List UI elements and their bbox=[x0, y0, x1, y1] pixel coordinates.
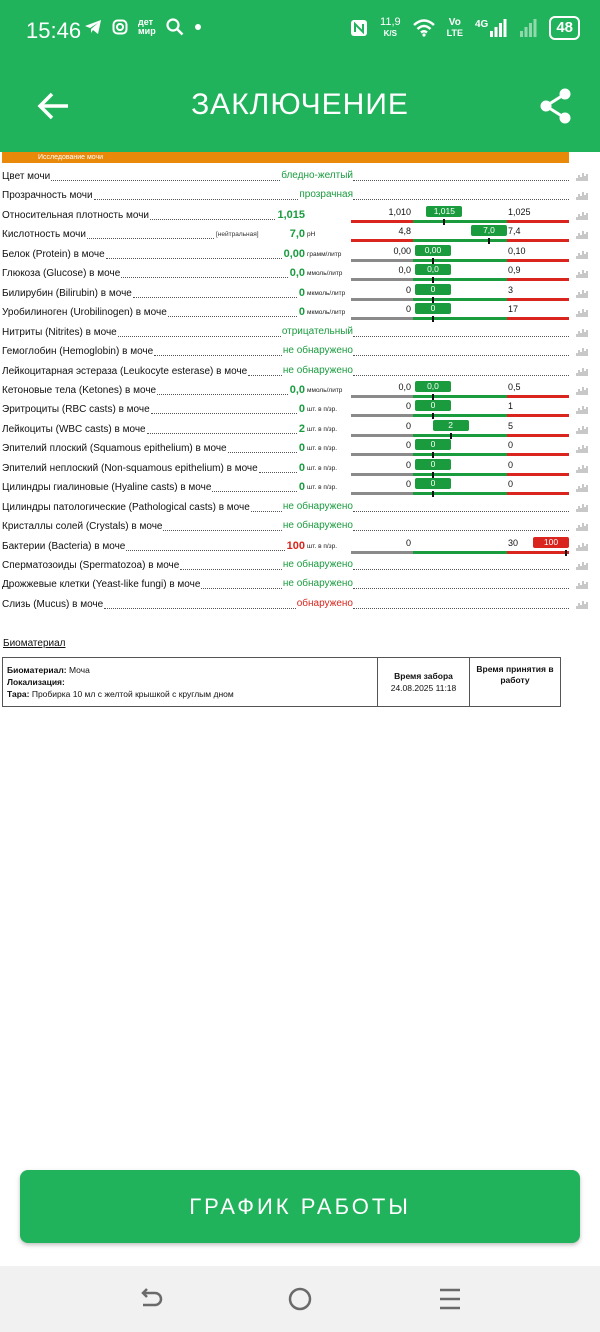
result-row bbox=[0, 323, 600, 342]
result-row bbox=[0, 400, 600, 419]
history-chart-icon[interactable] bbox=[576, 406, 588, 414]
reference-scale bbox=[351, 478, 569, 497]
scale-high-label: 1,025 bbox=[508, 206, 531, 217]
signal-4g: 4G bbox=[475, 19, 507, 37]
scale-value-marker: 0,00 bbox=[415, 245, 451, 256]
result-row bbox=[0, 245, 600, 264]
status-time: 15:46 bbox=[26, 18, 82, 43]
scale-low-label: 0 bbox=[405, 401, 411, 412]
biomaterial-table bbox=[2, 657, 561, 707]
scale-high-zone bbox=[507, 434, 569, 437]
leader-dots bbox=[180, 569, 282, 570]
result-name: Гемоглобин (Hemoglobin) в моче bbox=[2, 346, 154, 358]
result-value: бледно-желтый bbox=[281, 170, 353, 181]
result-name: Лейкоциты (WBC casts) в моче bbox=[2, 423, 146, 435]
history-chart-icon[interactable] bbox=[576, 348, 588, 356]
result-value: 100 bbox=[286, 539, 305, 552]
result-value: 2 bbox=[298, 422, 305, 435]
result-value: 1,015 bbox=[277, 208, 305, 221]
scale-value-tick bbox=[432, 316, 434, 322]
reference-scale bbox=[351, 264, 569, 283]
system-nav-bar bbox=[0, 1266, 600, 1332]
scale-high-zone bbox=[507, 259, 569, 262]
scale-high-zone bbox=[507, 473, 569, 476]
result-value: отрицательный bbox=[281, 325, 353, 337]
scale-value-marker: 0 bbox=[415, 459, 451, 470]
scale-value-marker: 0 bbox=[415, 400, 451, 411]
scale-high-zone bbox=[507, 278, 569, 281]
reference-scale bbox=[351, 206, 569, 225]
leader-dots-right bbox=[353, 180, 569, 181]
leader-dots-right bbox=[353, 588, 569, 589]
history-chart-icon[interactable] bbox=[576, 543, 588, 551]
dot-icon bbox=[194, 23, 202, 31]
nav-menu-icon[interactable] bbox=[435, 1284, 465, 1314]
scale-low-zone bbox=[351, 317, 413, 320]
result-name: Белок (Protein) в моче bbox=[2, 248, 105, 260]
scale-value-tick bbox=[565, 550, 567, 556]
scale-low-label: 0 bbox=[405, 537, 411, 548]
result-name: Глюкоза (Glucose) в моче bbox=[2, 268, 121, 280]
scale-normal-zone bbox=[413, 220, 507, 223]
collect-time-cell: Время забора 24.08.2025 11:18 bbox=[377, 658, 469, 706]
scale-low-zone bbox=[351, 298, 413, 301]
scale-low-zone bbox=[351, 414, 413, 417]
result-unit: мкмоль/литр bbox=[307, 309, 346, 317]
leader-dots bbox=[118, 336, 281, 337]
notification-icons bbox=[84, 18, 202, 36]
scale-high-zone bbox=[507, 453, 569, 456]
page-title: ЗАКЛЮЧЕНИЕ bbox=[191, 88, 409, 121]
search-icon bbox=[166, 18, 184, 36]
scale-value-marker: 0 bbox=[415, 284, 451, 295]
result-value: не обнаружено bbox=[282, 364, 353, 376]
status-bar bbox=[0, 0, 600, 60]
history-chart-icon[interactable] bbox=[576, 231, 588, 239]
scale-low-label: 0 bbox=[405, 284, 411, 295]
scale-normal-zone bbox=[413, 278, 507, 281]
scale-normal-zone bbox=[413, 551, 507, 554]
leader-dots bbox=[248, 375, 282, 376]
leader-dots bbox=[251, 511, 282, 512]
result-name: Дрожжевые клетки (Yeast-like fungi) в моче bbox=[2, 579, 201, 591]
result-name: Уробилиноген (Urobilinogen) в моче bbox=[2, 307, 167, 319]
leader-dots bbox=[154, 355, 282, 356]
app-bar bbox=[0, 60, 600, 152]
scale-high-zone bbox=[507, 239, 569, 242]
nav-home-icon[interactable] bbox=[285, 1284, 315, 1314]
scale-low-label: 0 bbox=[405, 440, 411, 451]
status-indicators bbox=[350, 16, 580, 40]
signal-weak-icon bbox=[519, 19, 537, 37]
result-row bbox=[0, 459, 600, 478]
history-chart-icon[interactable] bbox=[576, 192, 588, 200]
scale-normal-zone bbox=[413, 259, 507, 262]
scale-high-zone bbox=[507, 414, 569, 417]
result-row bbox=[0, 167, 600, 186]
scale-low-zone bbox=[351, 278, 413, 281]
scale-value-tick bbox=[432, 452, 434, 458]
scale-low-zone bbox=[351, 453, 413, 456]
accept-time-cell: Время принятия в работу bbox=[469, 658, 560, 706]
leader-dots bbox=[51, 180, 280, 181]
result-value: 0 bbox=[298, 403, 305, 416]
battery-indicator: 48 bbox=[549, 16, 580, 40]
volte-indicator: Vo LTE bbox=[446, 17, 463, 38]
scale-low-zone bbox=[351, 395, 413, 398]
history-chart-icon[interactable] bbox=[576, 562, 588, 570]
leader-dots-right bbox=[353, 355, 569, 356]
result-name: Слизь (Mucus) в моче bbox=[2, 598, 104, 610]
result-unit: шт. в п/зр. bbox=[307, 406, 338, 414]
scale-high-label: 7,4 bbox=[508, 226, 521, 237]
scale-low-label: 0 bbox=[405, 479, 411, 490]
scale-value-tick bbox=[450, 433, 452, 439]
result-name: Прозрачность мочи bbox=[2, 190, 93, 202]
scale-high-zone bbox=[507, 551, 569, 554]
leader-dots bbox=[87, 238, 214, 239]
result-name: Кетоновые тела (Ketones) в моче bbox=[2, 384, 157, 396]
nav-back-icon[interactable] bbox=[135, 1284, 165, 1314]
history-chart-icon[interactable] bbox=[576, 445, 588, 453]
reference-scale bbox=[351, 245, 569, 264]
nfc-icon bbox=[350, 19, 368, 37]
detmir-icon: дет мир bbox=[138, 17, 156, 36]
scale-low-zone bbox=[351, 259, 413, 262]
scale-low-label: 0 bbox=[405, 420, 411, 431]
instagram-icon bbox=[112, 19, 128, 35]
result-value: не обнаружено bbox=[282, 578, 353, 590]
share-icon[interactable] bbox=[538, 86, 574, 126]
leader-dots bbox=[157, 394, 288, 395]
leader-dots bbox=[168, 316, 297, 317]
scale-high-label: 0 bbox=[508, 440, 514, 451]
leader-dots bbox=[259, 472, 297, 473]
result-value: 0 bbox=[298, 306, 305, 319]
scale-normal-zone bbox=[413, 298, 507, 301]
result-unit: ммоль/литр bbox=[307, 270, 343, 278]
history-chart-icon[interactable] bbox=[576, 270, 588, 278]
scale-value-tick bbox=[432, 297, 434, 303]
result-note: [нейтральная] bbox=[216, 231, 259, 239]
scale-value-tick bbox=[432, 491, 434, 497]
scale-low-label: 1,010 bbox=[388, 206, 411, 217]
scale-normal-zone bbox=[413, 453, 507, 456]
reference-scale bbox=[351, 420, 569, 439]
scale-high-label: 0,10 bbox=[508, 245, 526, 256]
scale-value-marker: 2 bbox=[433, 420, 469, 431]
result-unit: шт. в п/зр. bbox=[307, 484, 338, 492]
history-chart-icon[interactable] bbox=[576, 426, 588, 434]
scale-value-tick bbox=[432, 394, 434, 400]
scale-high-label: 30 bbox=[508, 537, 519, 548]
scale-value-tick bbox=[432, 472, 434, 478]
scale-high-label: 1 bbox=[508, 401, 514, 412]
result-value: не обнаружено bbox=[282, 345, 353, 357]
result-unit: мкмоль/литр bbox=[307, 289, 346, 297]
result-row bbox=[0, 556, 600, 575]
signal-icon bbox=[489, 19, 507, 37]
result-value: обнаружено bbox=[296, 597, 353, 609]
result-row bbox=[0, 284, 600, 303]
reference-scale bbox=[351, 439, 569, 458]
scale-normal-zone bbox=[413, 239, 507, 242]
history-chart-icon[interactable] bbox=[576, 329, 588, 337]
scale-value-marker: 0,0 bbox=[415, 381, 451, 392]
scale-value-tick bbox=[432, 413, 434, 419]
scale-low-label: 4,8 bbox=[398, 226, 411, 237]
result-unit: ммоль/литр bbox=[307, 386, 343, 394]
reference-scale bbox=[351, 400, 569, 419]
result-row bbox=[0, 362, 600, 381]
report-content bbox=[0, 152, 600, 1168]
scale-low-zone bbox=[351, 492, 413, 495]
leader-dots-right bbox=[353, 375, 569, 376]
scale-high-label: 0 bbox=[508, 479, 514, 490]
result-value: не обнаружено bbox=[282, 520, 353, 532]
scale-low-zone bbox=[351, 434, 413, 437]
leader-dots-right bbox=[353, 569, 569, 570]
leader-dots bbox=[133, 297, 297, 298]
scale-high-zone bbox=[507, 395, 569, 398]
scale-high-zone bbox=[507, 298, 569, 301]
scale-normal-zone bbox=[413, 317, 507, 320]
result-unit: грамм/литр bbox=[307, 250, 342, 258]
result-name: Билирубин (Bilirubin) в моче bbox=[2, 287, 132, 299]
net-speed: 11,9 K/S bbox=[380, 16, 401, 38]
result-row bbox=[0, 537, 600, 556]
scale-value-marker: 1,015 bbox=[426, 206, 462, 217]
scale-value-marker: 0 bbox=[415, 303, 451, 314]
result-value: 0 bbox=[298, 442, 305, 455]
leader-dots-right bbox=[353, 530, 569, 531]
scale-normal-zone bbox=[413, 414, 507, 417]
bottom-button-area bbox=[0, 1168, 600, 1266]
result-name: Кислотность мочи bbox=[2, 229, 86, 241]
result-row bbox=[0, 342, 600, 361]
scale-low-label: 0 bbox=[405, 304, 411, 315]
scale-low-zone bbox=[351, 220, 413, 223]
leader-dots bbox=[151, 413, 297, 414]
leader-dots bbox=[94, 199, 298, 200]
result-unit: шт. в п/зр. bbox=[307, 542, 338, 550]
telegram-icon bbox=[84, 19, 102, 35]
result-name: Эпителий неплоский (Non-squamous epithelium) в моче bbox=[2, 462, 258, 474]
scale-high-label: 0,5 bbox=[508, 381, 521, 392]
scale-low-label: 0,0 bbox=[398, 265, 411, 276]
result-name: Лейкоцитарная эстераза (Leukocyte esterase) в моче bbox=[2, 365, 248, 377]
result-value: 0,0 bbox=[289, 383, 305, 396]
leader-dots-right bbox=[353, 608, 569, 609]
scale-high-zone bbox=[507, 220, 569, 223]
scale-high-label: 3 bbox=[508, 284, 514, 295]
result-unit: шт. в п/зр. bbox=[307, 425, 338, 433]
scale-value-marker: 100 bbox=[533, 537, 569, 548]
leader-dots bbox=[212, 491, 297, 492]
history-chart-icon[interactable] bbox=[576, 601, 588, 609]
result-name: Относительная плотность мочи bbox=[2, 209, 149, 221]
leader-dots-right bbox=[353, 199, 569, 200]
biomaterial-info: Биоматериал: Моча Локализация: Тара: Пробирка 10 мл с желтой крышкой с круглым дном bbox=[7, 665, 234, 699]
result-row bbox=[0, 595, 600, 614]
result-unit: шт. в п/зр. bbox=[307, 464, 338, 472]
scale-high-label: 17 bbox=[508, 304, 519, 315]
scale-low-label: 0,0 bbox=[398, 381, 411, 392]
result-name: Кристаллы солей (Crystals) в моче bbox=[2, 521, 163, 533]
result-unit: pH bbox=[307, 231, 316, 239]
result-name: Цвет мочи bbox=[2, 171, 51, 182]
scale-value-marker: 0,0 bbox=[415, 264, 451, 275]
scale-normal-zone bbox=[413, 492, 507, 495]
leader-dots bbox=[201, 588, 282, 589]
result-row bbox=[0, 517, 600, 536]
scale-normal-zone bbox=[413, 434, 507, 437]
result-row bbox=[0, 478, 600, 497]
result-value: не обнаружено bbox=[282, 559, 353, 570]
result-value: 0,00 bbox=[283, 247, 305, 260]
scale-high-label: 0,9 bbox=[508, 265, 521, 276]
scale-value-marker: 0 bbox=[415, 478, 451, 489]
history-chart-icon[interactable] bbox=[576, 581, 588, 589]
result-row bbox=[0, 381, 600, 400]
leader-dots-right bbox=[353, 511, 569, 512]
leader-dots-right bbox=[353, 336, 569, 337]
reference-scale bbox=[351, 303, 569, 322]
reference-scale bbox=[351, 381, 569, 400]
scale-value-marker: 7,0 bbox=[471, 225, 507, 236]
scale-low-zone bbox=[351, 473, 413, 476]
result-value: 0 bbox=[298, 481, 305, 494]
result-value: 0 bbox=[298, 286, 305, 299]
scale-value-tick bbox=[432, 277, 434, 283]
result-name: Цилиндры патологические (Pathological casts) в моче bbox=[2, 501, 250, 513]
wifi-icon bbox=[413, 19, 435, 37]
scale-normal-zone bbox=[413, 395, 507, 398]
history-chart-icon[interactable] bbox=[576, 465, 588, 473]
reference-scale bbox=[351, 459, 569, 478]
scale-value-tick bbox=[488, 238, 490, 244]
result-name: Бактерии (Bacteria) в моче bbox=[2, 540, 126, 552]
leader-dots bbox=[228, 452, 297, 453]
history-chart-icon[interactable] bbox=[576, 290, 588, 298]
result-value: не обнаружено bbox=[282, 500, 353, 512]
result-value: 0 bbox=[298, 461, 305, 474]
result-value: 0,0 bbox=[289, 267, 305, 280]
leader-dots bbox=[150, 219, 275, 220]
result-row bbox=[0, 186, 600, 205]
scale-value-tick bbox=[443, 219, 445, 225]
result-name: Сперматозоиды (Spermatozoa) в моче bbox=[2, 560, 180, 571]
result-row bbox=[0, 303, 600, 322]
result-row bbox=[0, 206, 600, 225]
result-row bbox=[0, 264, 600, 283]
scale-low-zone bbox=[351, 239, 413, 242]
result-name: Цилиндры гиалиновые (Hyaline casts) в моче bbox=[2, 482, 212, 494]
history-chart-icon[interactable] bbox=[576, 309, 588, 317]
result-value: прозрачная bbox=[299, 189, 353, 201]
reference-scale bbox=[351, 225, 569, 244]
leader-dots bbox=[126, 550, 285, 551]
leader-dots bbox=[147, 433, 297, 434]
leader-dots bbox=[104, 608, 296, 609]
leader-dots bbox=[106, 258, 282, 259]
scale-low-label: 0,00 bbox=[393, 245, 411, 256]
leader-dots bbox=[163, 530, 282, 531]
scale-value-tick bbox=[432, 258, 434, 264]
history-chart-icon[interactable] bbox=[576, 523, 588, 531]
scale-low-label: 0 bbox=[405, 459, 411, 470]
work-schedule-button[interactable]: ГРАФИК РАБОТЫ bbox=[20, 1170, 580, 1243]
history-chart-icon[interactable] bbox=[576, 387, 588, 395]
result-row bbox=[0, 498, 600, 517]
history-chart-icon[interactable] bbox=[576, 212, 588, 220]
result-unit: шт. в п/зр. bbox=[307, 445, 338, 453]
scale-low-zone bbox=[351, 551, 413, 554]
reference-scale bbox=[351, 284, 569, 303]
history-chart-icon[interactable] bbox=[576, 484, 588, 492]
reference-scale bbox=[351, 537, 569, 556]
scale-value-marker: 0 bbox=[415, 439, 451, 450]
result-row bbox=[0, 225, 600, 244]
scale-normal-zone bbox=[413, 473, 507, 476]
history-chart-icon[interactable] bbox=[576, 173, 588, 181]
result-row bbox=[0, 420, 600, 439]
scale-high-label: 5 bbox=[508, 420, 514, 431]
biomaterial-link[interactable]: Биоматериал bbox=[3, 638, 66, 649]
history-chart-icon[interactable] bbox=[576, 368, 588, 376]
result-name: Эпителий плоский (Squamous epithelium) в моче bbox=[2, 443, 227, 455]
result-value: 7,0 bbox=[289, 228, 305, 241]
section-header: Исследование мочи bbox=[2, 152, 569, 163]
leader-dots bbox=[121, 277, 288, 278]
result-name: Эритроциты (RBC casts) в моче bbox=[2, 404, 150, 416]
scale-high-zone bbox=[507, 492, 569, 495]
scale-high-zone bbox=[507, 317, 569, 320]
history-chart-icon[interactable] bbox=[576, 251, 588, 259]
result-name: Нитриты (Nitrites) в моче bbox=[2, 326, 117, 338]
result-row bbox=[0, 439, 600, 458]
history-chart-icon[interactable] bbox=[576, 504, 588, 512]
result-row bbox=[0, 575, 600, 594]
scale-high-label: 0 bbox=[508, 459, 514, 470]
